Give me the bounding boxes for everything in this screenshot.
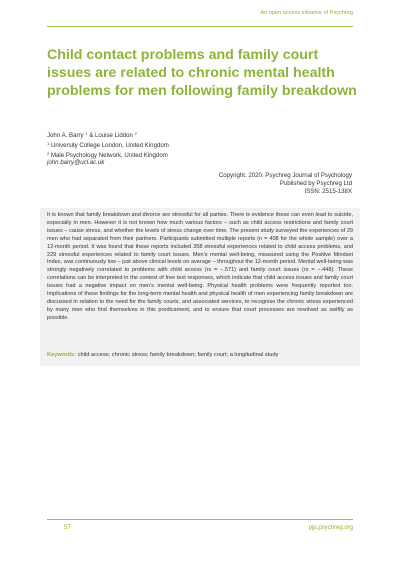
copyright-block <box>219 172 352 196</box>
article-title: Child contact problems and family court issues are related to chronic mental health problems for men following family breakdown <box>47 47 357 99</box>
author-1-affiliation-marker: 1 <box>85 131 88 136</box>
affiliation-1 <box>47 140 169 150</box>
author-1-name: John A. Barry <box>47 132 84 139</box>
copyright-line: Copyright. 2020. Psychreg Journal of Psychology <box>218 172 352 179</box>
header-tagline: An open access initiative of Psychreg <box>260 10 353 16</box>
footer-divider <box>47 519 353 520</box>
issn-line: ISSN: 2515-138X <box>304 187 352 195</box>
publisher-line: Published by Psychreg Ltd <box>279 179 352 187</box>
abstract-text: It is known that family breakdown and divorce are stressful for all parties. There is evidence these can even lead to suicide, especially in men. However it is not known how much various factors – such as child access restrictions and family court issues – cause stress, and whether the levels of stress change over time. The present study surveyed the experiences of 29 men who had separated from their partners. Participants submitted multiple reports (n = 408 for the whole sample) over a 12-month period. It was found that these reports included 358 stressful experiences related to child access problems, and 229 stressful experiences related to family court issues. Men’s mental well-being, measured using the Positive Mindset Index, was continuously low – just above clinical levels on average – throughout the 12-month period. Mental well-being was strongly negatively correlated to problems with child access (rs = −.571) and family court issues (rs = −.448). These correlations can be interpreted in the context of free text responses, which indicate that child access issues and family court issues had a negative impact on men’s mental well-being. Physical health problems were frequently reported too. Implications of these findings for the long-term mental health and physical health of men experiencing family breakdown are discussed in relation to the need for the family courts, and associated services, to recognise the chronic stress experienced by many men who find themselves in this predicament, and to ensure that court processes are resolved as swiftly as possible. <box>47 212 353 321</box>
author-2-name: & Louise Liddon <box>87 132 133 139</box>
page-number: 57 <box>64 525 71 531</box>
author-names <box>47 130 169 140</box>
header-divider <box>47 26 353 27</box>
affiliation-1-marker: 1 <box>47 140 50 146</box>
affiliation-2-text: Male Psychology Network, United Kingdom <box>50 151 168 159</box>
corresponding-email[interactable]: john.barry@ucl.ac.uk <box>47 159 105 167</box>
author-2-affiliation-marker: 2 <box>134 131 137 136</box>
journal-url-link[interactable]: pjp.psychreg.org <box>308 525 353 531</box>
keywords-line <box>47 352 353 360</box>
keywords-label: Keywords: <box>47 352 77 358</box>
author-block <box>47 130 169 167</box>
affiliation-2 <box>47 150 169 160</box>
keywords-text: child access; chronic stress; family breakdown; family court; a longitudinal study <box>76 352 279 358</box>
affiliation-1-text: University College London, United Kingdom <box>50 141 169 149</box>
affiliation-2-marker: 2 <box>47 150 50 156</box>
